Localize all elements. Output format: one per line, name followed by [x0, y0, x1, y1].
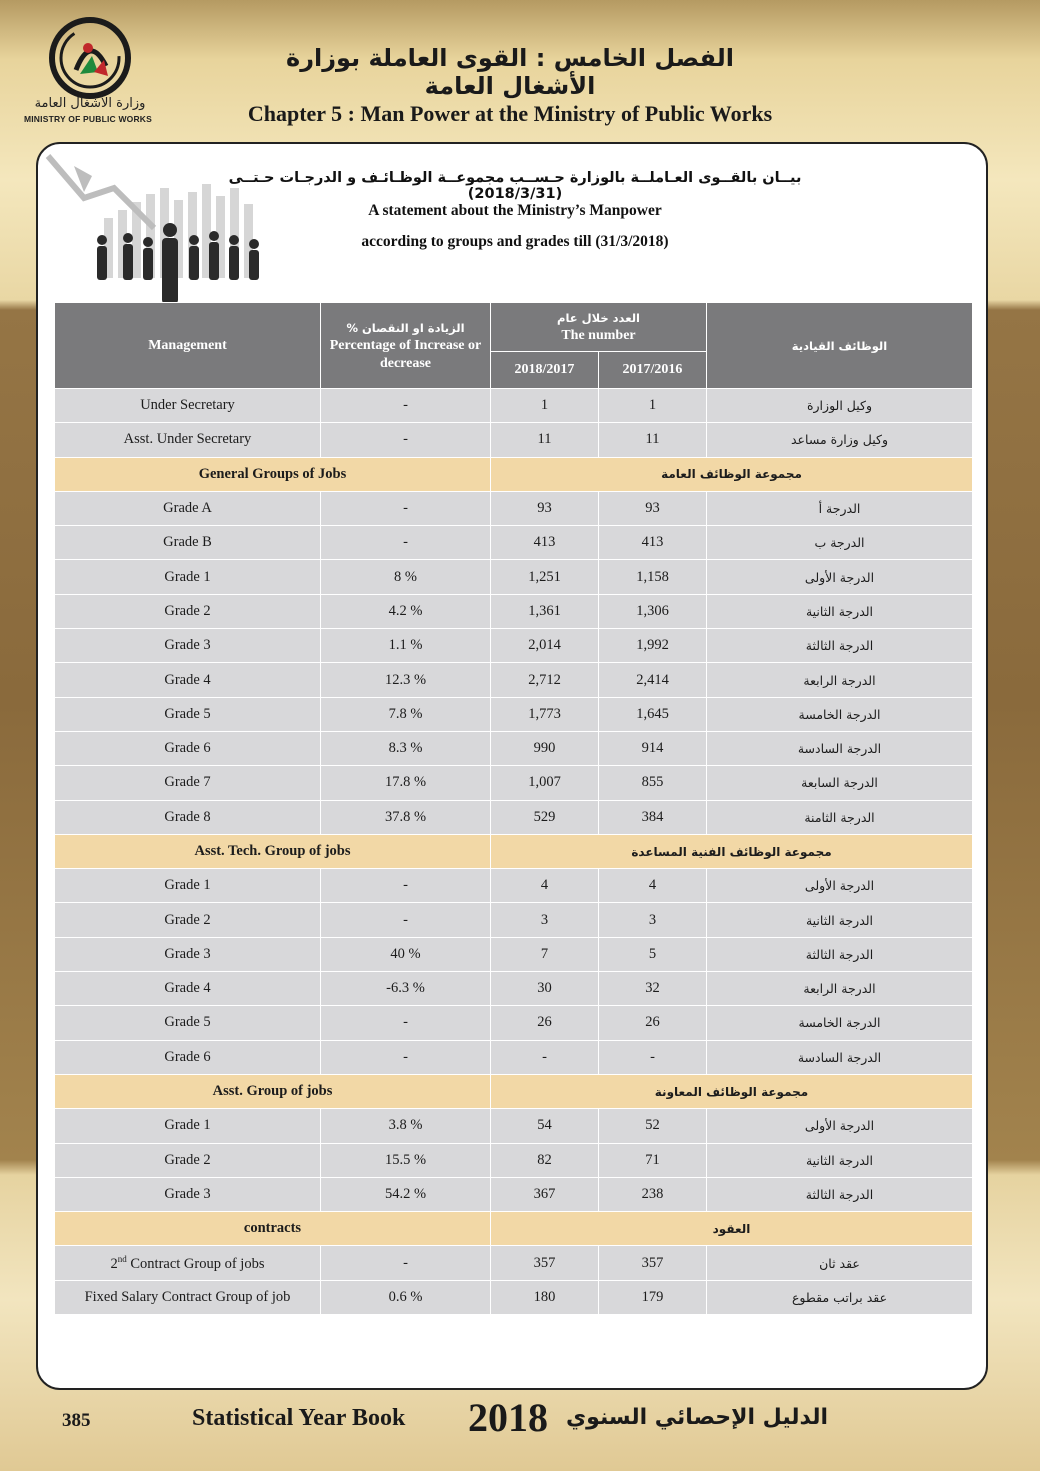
cell-management: Grade 5: [55, 1006, 321, 1040]
cell-management: Grade 2: [55, 1143, 321, 1177]
cell-arabic: الدرجة السادسة: [707, 1040, 973, 1074]
logo-english-name: MINISTRY OF PUBLIC WORKS: [23, 114, 153, 124]
cell-2018: 1: [491, 389, 599, 423]
group-label-english: contracts: [55, 1212, 491, 1246]
cell-2017: 3: [599, 903, 707, 937]
group-label-english: Asst. Group of jobs: [55, 1074, 491, 1108]
cell-arabic: الدرجة الثالثة: [707, 1177, 973, 1211]
cell-2017: 2,414: [599, 663, 707, 697]
cell-management: Grade A: [55, 491, 321, 525]
table-row: [55, 594, 973, 628]
cell-2017: 413: [599, 526, 707, 560]
cell-2017: 384: [599, 800, 707, 834]
group-label-english: General Groups of Jobs: [55, 457, 491, 491]
logo-arabic-name: وزارة الأشغال العامة: [34, 96, 146, 111]
header-number-english: The number: [561, 328, 636, 343]
table-header-row: [55, 303, 973, 352]
table-row: [55, 629, 973, 663]
footer-year: 2018: [468, 1395, 548, 1440]
cell-percentage: 15.5 %: [321, 1143, 491, 1177]
cell-arabic: الدرجة السابعة: [707, 766, 973, 800]
table-row: [55, 1109, 973, 1143]
ministry-logo: [28, 12, 158, 130]
cell-2018: 30: [491, 972, 599, 1006]
footer-book-title-english: Statistical Year Book: [192, 1405, 406, 1431]
cell-2018: 82: [491, 1143, 599, 1177]
cell-management: [55, 1246, 321, 1280]
cell-arabic: الدرجة الأولى: [707, 560, 973, 594]
cell-arabic: الدرجة أ: [707, 491, 973, 525]
cell-2018: 2,712: [491, 663, 599, 697]
cell-2017: 5: [599, 937, 707, 971]
group-row-tech: [55, 834, 973, 868]
cell-2017: 52: [599, 1109, 707, 1143]
cell-2017: 238: [599, 1177, 707, 1211]
cell-arabic: الدرجة الخامسة: [707, 697, 973, 731]
cell-percentage: 8 %: [321, 560, 491, 594]
table-row: [55, 903, 973, 937]
cell-2018: 93: [491, 491, 599, 525]
cell-2018: 990: [491, 731, 599, 765]
cell-percentage: 12.3 %: [321, 663, 491, 697]
cell-2018: 26: [491, 1006, 599, 1040]
cell-management: Grade 1: [55, 560, 321, 594]
cell-percentage: 17.8 %: [321, 766, 491, 800]
cell-2018: 1,251: [491, 560, 599, 594]
ordinal-suffix: nd: [117, 1253, 127, 1264]
contract-label: Contract Group of jobs: [126, 1255, 265, 1272]
header-percentage: [321, 303, 491, 389]
cell-management: Grade 6: [55, 731, 321, 765]
cell-management: Grade 3: [55, 629, 321, 663]
table-row: [55, 1040, 973, 1074]
cell-2017: -: [599, 1040, 707, 1074]
group-label-arabic: مجموعة الوظائف المعاونة: [491, 1074, 973, 1108]
cell-2018: 4: [491, 869, 599, 903]
cell-percentage: 37.8 %: [321, 800, 491, 834]
cell-percentage: -: [321, 389, 491, 423]
chapter-title-arabic: الفصل الخامس : القوى العاملة بوزارة الأشغال العامة: [286, 44, 734, 100]
cell-management: Grade B: [55, 526, 321, 560]
group-row-contracts: [55, 1212, 973, 1246]
header-management: Management: [55, 303, 321, 389]
statement-title-english-line2: according to groups and grades till (31/3/2018): [361, 233, 669, 250]
cell-percentage: -6.3 %: [321, 972, 491, 1006]
cell-management: Grade 5: [55, 697, 321, 731]
cell-2018: 2,014: [491, 629, 599, 663]
cell-arabic: عقد ثان: [707, 1246, 973, 1280]
group-label-arabic: مجموعة الوظائف العامة: [491, 457, 973, 491]
cell-arabic: الدرجة السادسة: [707, 731, 973, 765]
cell-management: Asst. Under Secretary: [55, 423, 321, 457]
cell-arabic: الدرجة الرابعة: [707, 663, 973, 697]
chapter-title-english: Chapter 5 : Man Power at the Ministry of Public Works: [247, 101, 773, 126]
header-number-arabic: العدد خلال عام: [557, 311, 640, 325]
table-row: [55, 1006, 973, 1040]
cell-percentage: 8.3 %: [321, 731, 491, 765]
header-percentage-english: Percentage of Increase or decrease: [329, 337, 482, 371]
cell-2017: 1,306: [599, 594, 707, 628]
cell-2017: 1,158: [599, 560, 707, 594]
cell-arabic: الدرجة الأولى: [707, 869, 973, 903]
cell-2017: 93: [599, 491, 707, 525]
cell-percentage: -: [321, 1246, 491, 1280]
cell-2018: 1,773: [491, 697, 599, 731]
cell-2018: -: [491, 1040, 599, 1074]
cell-management: Grade 2: [55, 903, 321, 937]
header-year-2017: 2017/2016: [599, 352, 707, 389]
footer-book-title-arabic: الدليل الإحصائي السنوي: [566, 1405, 829, 1430]
cell-arabic: الدرجة الثانية: [707, 1143, 973, 1177]
cell-management: Grade 2: [55, 594, 321, 628]
ordinal-number: 2: [110, 1255, 118, 1272]
table-row: [55, 389, 973, 423]
cell-percentage: 54.2 %: [321, 1177, 491, 1211]
cell-2018: 3: [491, 903, 599, 937]
cell-2017: 4: [599, 869, 707, 903]
cell-2017: 1: [599, 389, 707, 423]
cell-2018: 529: [491, 800, 599, 834]
cell-management: Under Secretary: [55, 389, 321, 423]
header-year-2018: 2018/2017: [491, 352, 599, 389]
table-row: [55, 1177, 973, 1211]
cell-percentage: 1.1 %: [321, 629, 491, 663]
cell-2018: 1,007: [491, 766, 599, 800]
cell-management: Grade 1: [55, 1109, 321, 1143]
manpower-table: [54, 302, 973, 1315]
cell-percentage: 7.8 %: [321, 697, 491, 731]
group-row-general: [55, 457, 973, 491]
table-row: [55, 800, 973, 834]
cell-2018: 7: [491, 937, 599, 971]
table-row: [55, 1280, 973, 1314]
table-row: [55, 937, 973, 971]
group-row-asst: [55, 1074, 973, 1108]
cell-arabic: وكيل وزارة مساعد: [707, 423, 973, 457]
cell-2017: 1,992: [599, 629, 707, 663]
header-percentage-arabic: % الزيادة او النقصان: [346, 320, 465, 335]
cell-2018: 413: [491, 526, 599, 560]
cell-2017: 26: [599, 1006, 707, 1040]
cell-management: Grade 4: [55, 663, 321, 697]
statement-title-english-line1: A statement about the Ministry’s Manpower: [368, 202, 662, 219]
cell-management: Grade 7: [55, 766, 321, 800]
cell-2017: 1,645: [599, 697, 707, 731]
cell-arabic: الدرجة الثالثة: [707, 937, 973, 971]
page-number: 385: [62, 1410, 91, 1431]
table-row: [55, 972, 973, 1006]
table-row: [55, 1246, 973, 1280]
table-row: [55, 766, 973, 800]
cell-arabic: الدرجة الخامسة: [707, 1006, 973, 1040]
group-label-arabic: العقود: [491, 1212, 973, 1246]
cell-2017: 11: [599, 423, 707, 457]
cell-2017: 914: [599, 731, 707, 765]
cell-percentage: 3.8 %: [321, 1109, 491, 1143]
cell-arabic: الدرجة الرابعة: [707, 972, 973, 1006]
cell-management: Fixed Salary Contract Group of job: [55, 1280, 321, 1314]
cell-2017: 71: [599, 1143, 707, 1177]
cell-percentage: -: [321, 526, 491, 560]
header-leading-jobs-arabic: الوظائف القيادية: [707, 303, 973, 389]
table-row: [55, 560, 973, 594]
table-row: [55, 491, 973, 525]
table-row: [55, 663, 973, 697]
cell-2018: 54: [491, 1109, 599, 1143]
cell-arabic: الدرجة الأولى: [707, 1109, 973, 1143]
cell-management: Grade 4: [55, 972, 321, 1006]
group-label-arabic: مجموعة الوظائف الفنية المساعدة: [491, 834, 973, 868]
cell-percentage: -: [321, 1006, 491, 1040]
cell-arabic: الدرجة الثالثة: [707, 629, 973, 663]
cell-percentage: -: [321, 869, 491, 903]
cell-arabic: الدرجة الثانية: [707, 903, 973, 937]
cell-arabic: الدرجة ب: [707, 526, 973, 560]
cell-percentage: 4.2 %: [321, 594, 491, 628]
cell-percentage: -: [321, 903, 491, 937]
table-row: [55, 731, 973, 765]
cell-2018: 357: [491, 1246, 599, 1280]
cell-management: Grade 3: [55, 937, 321, 971]
cell-arabic: الدرجة الثانية: [707, 594, 973, 628]
statement-title-arabic: بيــان بالقــوى العـاملــة بالوزارة حـســب مجموعــة الوظـائـف و الدرجـات حـتــى (2018/3/31): [228, 170, 802, 202]
cell-2018: 11: [491, 423, 599, 457]
cell-management: Grade 1: [55, 869, 321, 903]
cell-management: Grade 6: [55, 1040, 321, 1074]
cell-arabic: عقد براتب مقطوع: [707, 1280, 973, 1314]
cell-percentage: -: [321, 1040, 491, 1074]
cell-2017: 855: [599, 766, 707, 800]
cell-percentage: -: [321, 423, 491, 457]
table-row: [55, 526, 973, 560]
table-row: [55, 697, 973, 731]
cell-2017: 32: [599, 972, 707, 1006]
cell-2018: 1,361: [491, 594, 599, 628]
table-row: [55, 423, 973, 457]
cell-2017: 179: [599, 1280, 707, 1314]
header-number: [491, 303, 707, 352]
cell-percentage: 40 %: [321, 937, 491, 971]
cell-management: Grade 8: [55, 800, 321, 834]
table-row: [55, 1143, 973, 1177]
group-label-english: Asst. Tech. Group of jobs: [55, 834, 491, 868]
cell-management: Grade 3: [55, 1177, 321, 1211]
table-row: [55, 869, 973, 903]
cell-2017: 357: [599, 1246, 707, 1280]
cell-percentage: 0.6 %: [321, 1280, 491, 1314]
cell-2018: 180: [491, 1280, 599, 1314]
cell-arabic: الدرجة الثامنة: [707, 800, 973, 834]
cell-2018: 367: [491, 1177, 599, 1211]
cell-percentage: -: [321, 491, 491, 525]
cell-arabic: وكيل الوزارة: [707, 389, 973, 423]
